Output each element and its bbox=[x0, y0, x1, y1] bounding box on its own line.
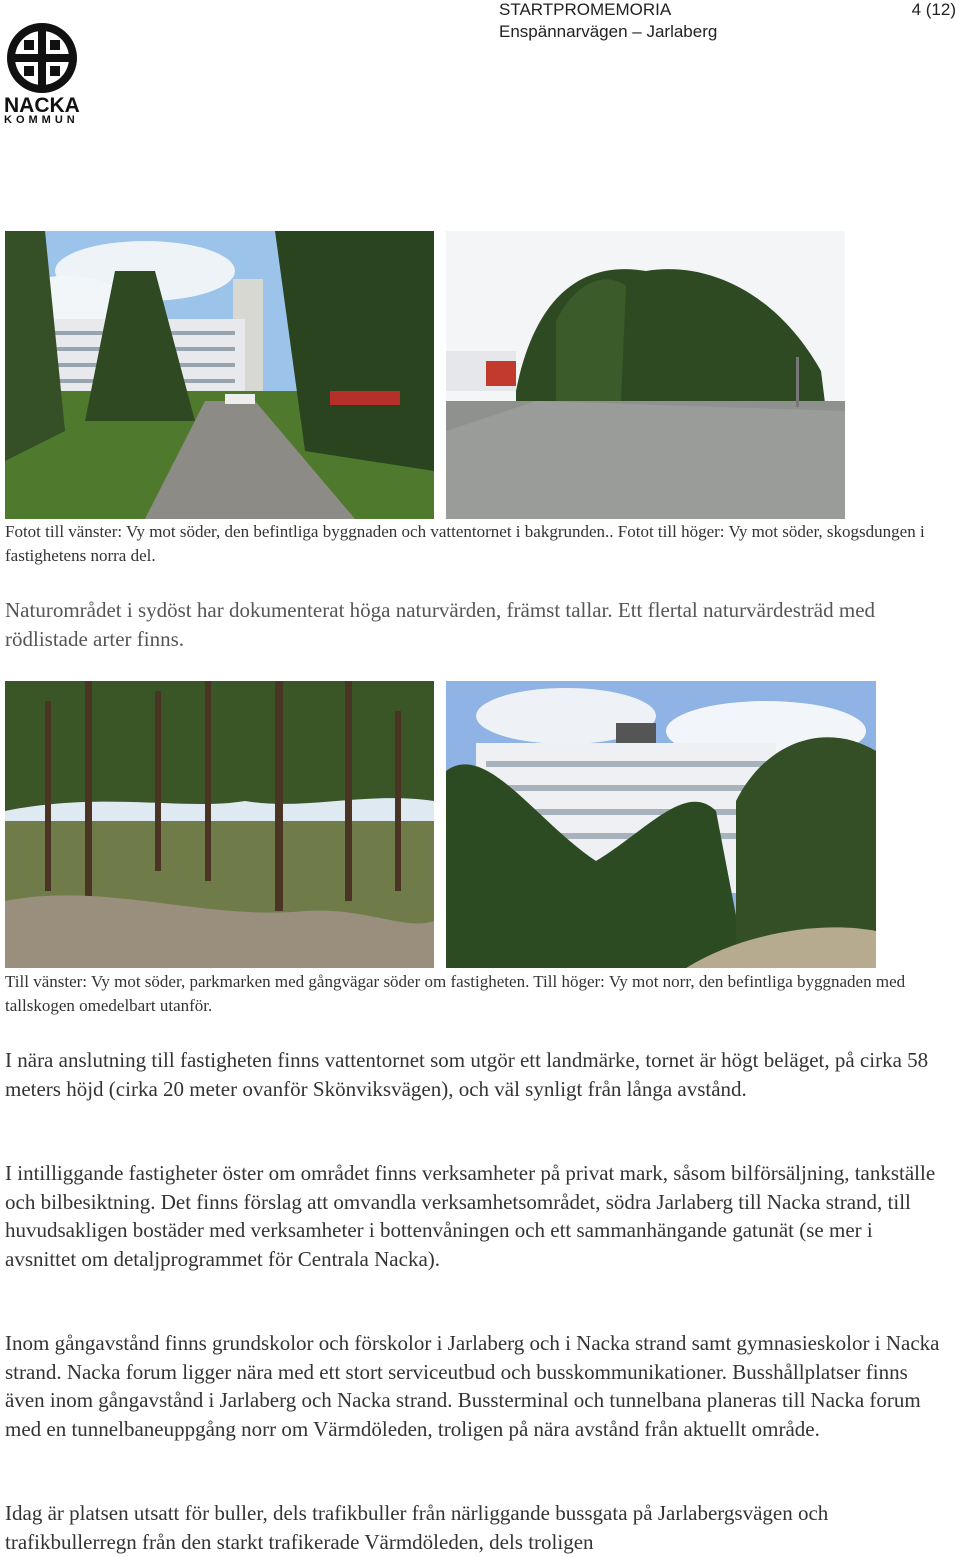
paragraph-noise: Idag är platsen utsatt för buller, dels trafikbuller från närliggande bussgata på Jarlabergsvägen och trafikbullerregn från den starkt trafikerade Värmdöleden, dels troligen bbox=[5, 1501, 829, 1554]
photo-forest-grove bbox=[446, 231, 845, 519]
photo-building-pines bbox=[446, 681, 876, 968]
nacka-logo-icon bbox=[4, 20, 80, 96]
logo-name: NACKA bbox=[4, 94, 80, 117]
page-number: 4 (12) bbox=[911, 0, 956, 19]
intro-paragraph: Naturområdet i sydöst har dokumenterat höga naturvärden, främst tallar. Ett flertal naturvärdesträd med rödlistade arter finns. bbox=[5, 598, 876, 651]
photo-caption-second: Till vänster: Vy mot söder, parkmarken med gångvägar söder om fastigheten. Till höger: Vy mot norr, den befintliga byggnaden med tallskogen omedelbart utanför. bbox=[5, 972, 906, 1015]
photo-parkland bbox=[5, 681, 434, 968]
document-subtitle: Enspännarvägen – Jarlaberg bbox=[499, 22, 718, 41]
photo-caption-first: Fotot till vänster: Vy mot söder, den befintliga byggnaden och vattentornet i bakgrunden.. Fotot till höger: Vy mot söder, skogsdungen i fastighetens norra del. bbox=[5, 522, 925, 565]
logo-subtitle: KOMMUN bbox=[4, 114, 79, 126]
paragraph-neighbouring-properties: I intilliggande fastigheter öster om området finns verksamheter på privat mark, såsom bilförsäljning, tankställe och bilbesiktning. Det finns förslag att omvandla verksamhetsområdet, södra Jarlaberg till Nacka strand, till huvudsakligen bostäder med verksamheter i bottenvåningen och ett sammanhängande gatunät (se mer i avsnittet om detaljprogrammet för Centrala Nacka). bbox=[5, 1161, 936, 1271]
document-title: STARTPROMEMORIA bbox=[499, 0, 672, 19]
paragraph-watertower: I nära anslutning till fastigheten finns vattentornet som utgör ett landmärke, tornet är högt beläget, på cirka 58 meters höjd (cirka 20 meter ovanför Skönviksvägen), och väl synligt från långa avstånd. bbox=[5, 1048, 929, 1101]
paragraph-schools-transport: Inom gångavstånd finns grundskolor och förskolor i Jarlaberg och i Nacka strand samt gymnasieskolor i Nacka strand. Nacka forum ligger nära med ett stort serviceutbud och busskommunikationer. Busshållplatser finns även inom gångavstånd i Jarlaberg och Nacka strand. Bussterminal och tunnelbana planeras till Nacka forum med en tunnelbaneuppgång norr om Värmdöleden, troligen på nära avstånd från aktuellt område. bbox=[5, 1331, 940, 1441]
photo-path-watertower bbox=[5, 231, 434, 519]
